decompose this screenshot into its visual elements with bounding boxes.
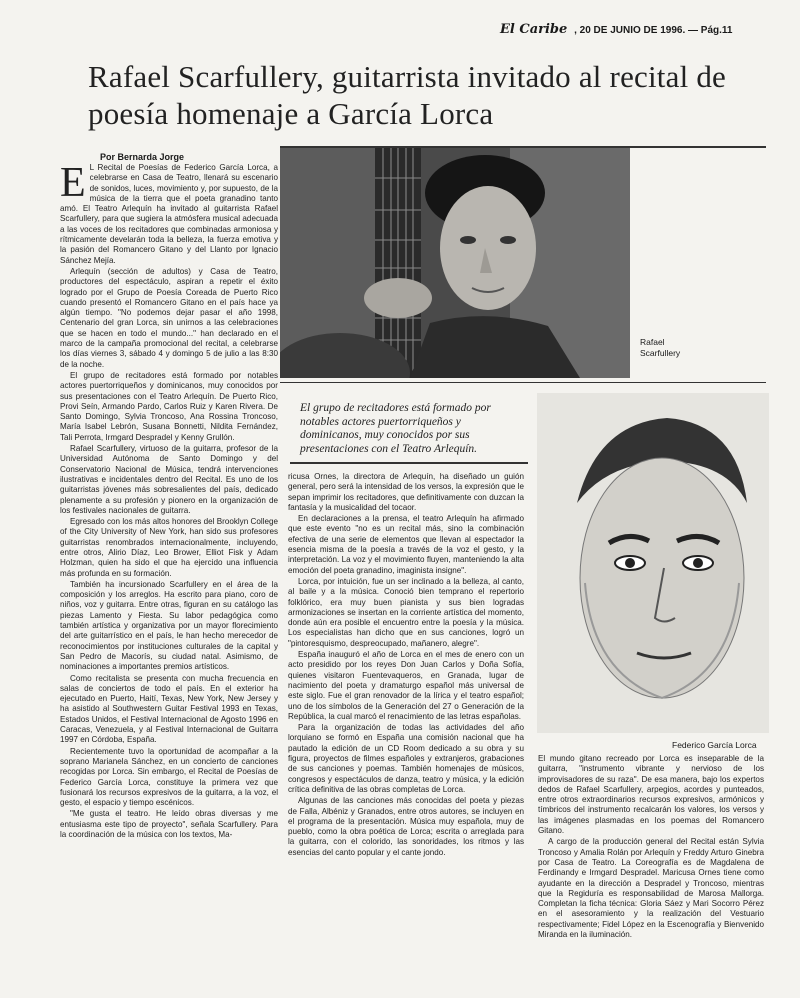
guitarist-photo-image [280,148,630,378]
paragraph: "Me gusta el teatro. He leído obras diversas y me entusiasma este tipo de proyecto", señala Scarfullery. Para la coordinación de la música con los textos, Ma- [60,809,278,839]
paragraph: En declaraciones a la prensa, el teatro Arlequín ha afirmado que este evento "no es un recital más, sino la combinación efectiva de una serie de elementos que llevan al espectador la esencia misma de la poesía a través de la voz el gesto, y la interpretación. La voz y el movimiento fluyen, manteniendo la alta emoción del poeta granadino, imaginista insigne". [288,514,524,575]
paragraph: L Recital de Poesías de Federico García Lorca, a celebrarse en Casa de Teatro, llenará su escenario de sonidos, luces, movimiento y, por supuesto, de la música de la tierra que el poeta granadino tanto amó. El Teatro Arlequín ha invitado al guitarrista Rafael Scarfullery, para que sugiera la atmósfera musical adecuada a las voces de los recitadores que combinadas armoniosa y rítmicamente develarán toda la belleza, la fuerza emotiva y la pasión del Romancero Gitano y del Llanto por Ignacio Sánchez Mejía. [60,163,278,265]
paragraph: España inauguró el año de Lorca en el mes de enero con un acto presidido por los reyes Don Juan Carlos y Doña Sofía, quienes visitaron Fuentevaqueros, en Granada, lugar de nacimiento del poeta y dramaturgo español más universal de este siglo. Fue el gran renovador de la lírica y el teatro español; uno de los símbolos de la Generación del 27 o Generación de la República, la cual marcó el renacimiento de las letras españolas. [288,650,524,721]
photo-caption-lorca: Federico García Lorca [672,740,757,750]
newspaper-logo: El Caribe [500,22,568,37]
issue-date: , 20 DE JUNIO DE 1996. — Pág.11 [574,25,733,36]
paragraph: El mundo gitano recreado por Lorca es inseparable de la guitarra, "instrumento vibrante y nervioso de los improvisadores de su raza". De esa manera, bajo los expertos dedos de Rafael Scarfullery, arpegios, acordes y punteados, entre otros extraordinarios recursos expresivos, armónicos y tímbricos del instrumento recalcarán los valores, los versos y las imágenes plasmadas en los poemas del Romancero Gitano. [538,754,764,836]
paragraph: Lorca, por intuición, fue un ser inclinado a la belleza, al canto, al baile y a la música. Conoció bien temprano el repertorio folklórico, era muy buen pianista y sus bien logradas armonizaciones se insertan en la corriente artística del momento, donde aún era posible el encuentro entre la poesía y la música. Los especialistas han dicho que en sus canciones, logró un "pintoresquismo, despreocupado, mañanero, alegre". [288,576,524,648]
paragraph: Para la organización de todas las actividades del año lorquiano se formó en España una comisión nacional que ha pautado la edición de un CD Room dedicado a su obra y su figura, proyectos de filmes españoles y extranjeros, grabaciones de sus canciones y poemas. También homenajes de músicos, congresos y espectáculos de danza, teatro y música, y la edición crítica definitiva de las obras completas de Lorca. [288,723,524,794]
pull-quote: El grupo de recitadores está formado por notables actores puertorriqueños y dominicanos, muy conocidos por sus presentaciones con el Teatro Arlequín. [300,402,491,455]
byline: Por Bernarda Jorge [100,152,185,162]
paragraph: Rafael Scarfullery, virtuoso de la guitarra, profesor de la Universidad Autónoma de Santo Domingo y del Conservatorio Nacional de Música, tendrá intervenciones ilustrativas e incidentales dentro del Recital. Es uno de los guitarristas jóvenes más sobresalientes del país, dedicado plenamente a su profesión y pionero en la organización de los festivales nacionales de guitarra. [60,444,278,515]
paragraph: El grupo de recitadores está formado por notables actores puertorriqueños y dominicanos, muy conocidos por sus presentaciones con el Teatro Arlequín. De Puerto Rico, Provi Seín, Armando Pardo, Carlos Ruiz y Karen Rivera. De Santo Domingo, Sylvia Troncoso, Ana Rossina Troncoso, María Isabel Lebrón, Susana Bonnetti, Nildita Fernández, Tali Perrota, Irmgard Despradel y Kenny Grullón. [60,370,278,442]
drop-cap: E [60,163,86,206]
caption-line: Scarfullery [640,348,681,358]
headline: Rafael Scarfullery, guitarrista invitado al recital de poesía homenaje a García Lorca [88,59,726,131]
paragraph: Como recitalista se presenta con mucha frecuencia en salas de conciertos de todo el país. En el exterior ha ejecutado en Puerto, Haití, Texas, New York, New Jersey y ha asistido al Southwestern Guitar Festival 1993 en Texas, Estados Unidos, el Festival Internacional de Agosto 1996 en Caracas, Venezuela, y al Festival Internacional de Guitarra 1997 en Córdoba, España. [60,673,278,745]
paragraph: Recientemente tuvo la oportunidad de acompañar a la soprano Marianela Sánchez, en un concierto de canciones recogidas por Lorca. Sin embargo, el Recital de Poesías de Federico García Lorca, constituye la primera vez que fusionará los recursos expresivos de la guitarra, a la voz, el gesto, el espacio y tiempo escénicos. [60,746,278,808]
lorca-portrait-image [537,393,769,733]
photo-rule [280,382,766,383]
paragraph: ricusa Ornes, la directora de Arlequín, ha diseñado un guión general, pero será la intensidad de los versos, la expresión que le sepan imprimir los recitadores, que definitivamente con duzcan la fantasía y la musicalidad del tocaor. [288,472,524,512]
paragraph: Arlequín (sección de adultos) y Casa de Teatro, productores del espectáculo, aspiran a repetir el éxito logrado por el Grupo de Poesía Coreada de Puerto Rico cuando presentó el Romancero Gitano en el país hace ya algún tiempo. "No podemos dejar pasar el año 1998, Centenario del gran Lorca, sin unirnos a las celebraciones que se hacen en todo el mundo..." han declarado en el marco de la campaña promocional del recital, a celebrarse los días viernes 3, sábado 4 y domingo 5 de julio a las 8:30 de la noche. [60,266,278,369]
pullquote-rule [290,462,528,464]
paragraph: A cargo de la producción general del Recital están Sylvia Troncoso y Amalia Rolán por Arlequín y Freddy Arturo Ginebra por Casa de Teatro. La Coreografía es de Magdalena de Ferdinandy e Irmgard Despradel. Maricusa Ornes tiene como ayudante en la dirección a Despradel y Troncoso, mientras que la Regiduría es responsabilidad de Marosa Mallorga. Completan la ficha técnica: Gloria Sáez y Mari Socorro Pérez en el asesoramiento y la realización del Vestuario respectivamente; Fidel López en la Escenografía y Bienvenido Miranda en la iluminación. [538,837,764,940]
article-column-3 [538,754,764,994]
photo-caption-guitarist [640,337,740,359]
paragraph: También ha incursionado Scarfullery en el área de la composición y los arreglos. Ha escrito para piano, coro de niños, voz y guitarra. Entre otras, figuran en su catálogo las piezas Lamento y Fiesta. Su labor pedagógica como también artística y organizativa por un mayor florecimiento del arte guitarrístico en el país, le han hecho merecedor de reconocimientos por instituciones culturales de la capital y San Pedro de Macorís, su ciudad natal. Asimismo, de nominaciones a importantes premios artísticos. [60,579,278,672]
photo-guitarist [280,148,630,378]
article-column-1 [60,163,278,993]
caption-line: Rafael [640,337,665,347]
masthead [500,22,790,37]
paragraph: Egresado con los más altos honores del Brooklyn College of the City University of New York, han sido sus profesores guitarristas renombrados internacionalmente, incluyendo, entre otros, Alirio Díaz, Leo Brower, Elliot Fisk y Adam Holzman, quien ha sido el que ha ejercido una influencia más profunda en su formación. [60,517,278,578]
article-column-2 [288,472,524,992]
paragraph: Algunas de las canciones más conocidas del poeta y piezas de Falla, Albéniz y Granados, entre otros autores, se incluyen en el programa de la presentación. Música muy española, muy de pueblo, como la obra poética de Lorca; escrita o arreglada para la guitarra, con el colorido, las sonoridades, los ritmos y las esencias del canto popular y el cante jondo. [288,796,524,857]
photo-lorca-portrait [537,393,769,733]
